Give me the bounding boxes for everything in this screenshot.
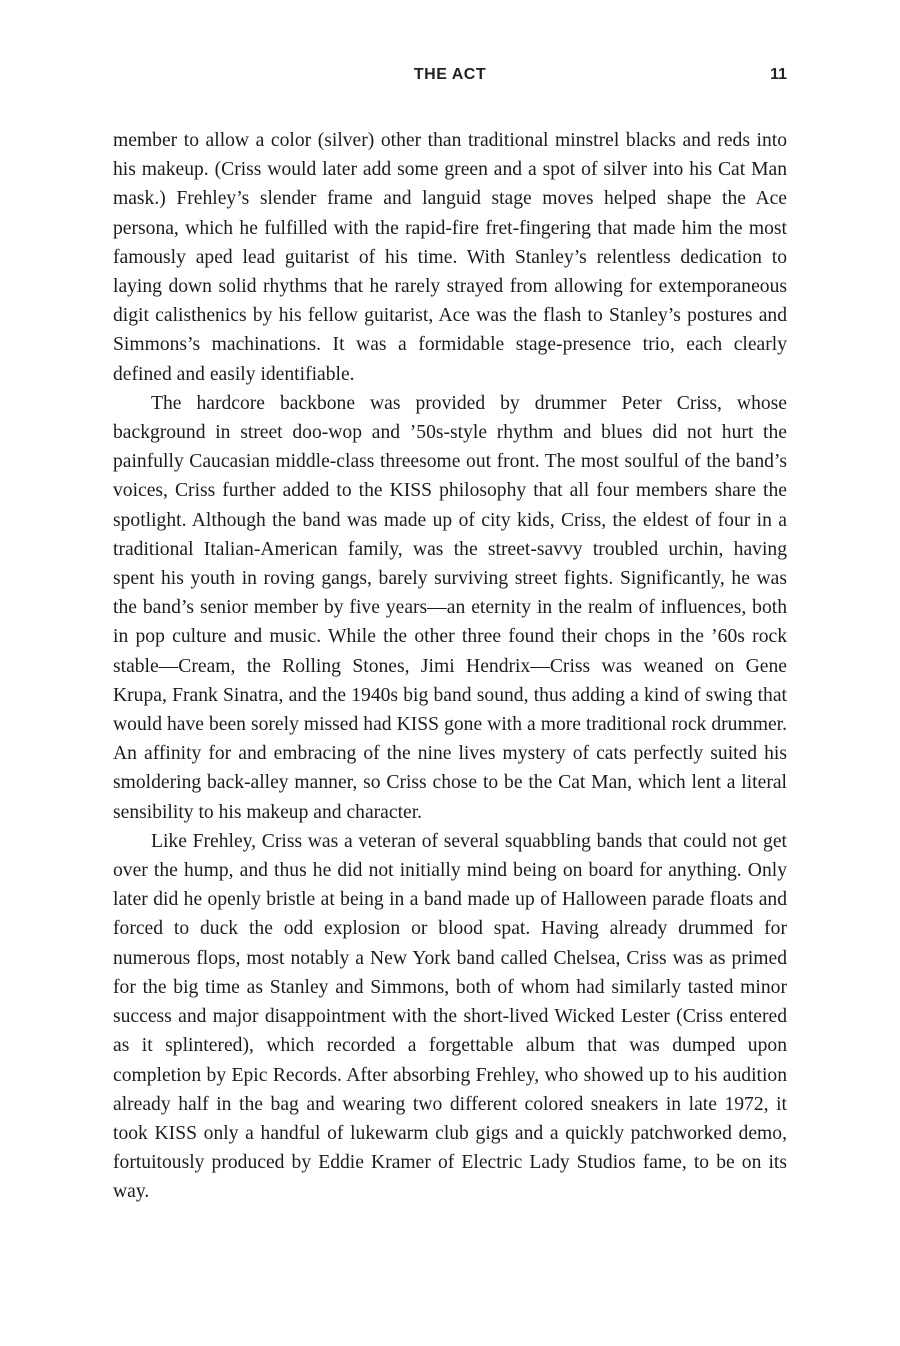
body-text: [113, 126, 787, 1207]
paragraph-peter-criss: The hardcore backbone was provided by drummer Peter Criss, whose background in street doo-wop and ’50s-style rhythm and blues did not hurt the painfully Caucasian middle-class threesome out front. The most soulful of the band’s voices, Criss further added to the KISS philosophy that all four members share the spotlight. Although the band was made up of city kids, Criss, the eldest of four in a traditional Italian-American family, was the street-savvy troubled urchin, having spent his youth in roving gangs, barely surviving street fights. Significantly, he was the band’s senior member by five years—an eternity in the realm of influences, both in pop culture and music. While the other three found their chops in the ’60s rock stable—Cream, the Rolling Stones, Jimi Hendrix—Criss was weaned on Gene Krupa, Frank Sinatra, and the 1940s big band sound, thus adding a kind of swing that would have been sorely missed had KISS gone with a more traditional rock drummer. An affinity for and embracing of the nine lives mystery of cats perfectly suited his smoldering back-alley manner, so Criss chose to be the Cat Man, which lent a literal sensibility to his makeup and character.: [113, 392, 787, 823]
paragraph-like-frehley: Like Frehley, Criss was a veteran of several squabbling bands that could not get over the hump, and thus he did not initially mind being on board for anything. Only later did he openly bristle at being in a band made up of Halloween parade floats and forced to duck the odd explosion or blood spat. Having already drummed for numerous flops, most notably a New York band called Chelsea, Criss was as primed for the big time as Stanley and Simmons, both of whom had similarly tasted minor success and major disappointment with the short-lived Wicked Lester (Criss entered as it splintered), which recorded a forgettable album that was dumped upon completion by Epic Records. After absorbing Frehley, who showed up to his audition already half in the bag and wearing two different colored sneakers in late 1972, it took KISS only a handful of lukewarm club gigs and a quickly patchworked demo, fortuitously produced by Eddie Kramer of Electric Lady Studios fame, to be on its way.: [113, 830, 787, 1203]
paragraph-continued: member to allow a color (silver) other than traditional minstrel blacks and reds into his makeup. (Criss would later add some green and a spot of silver into his Cat Man mask.) Frehley’s slender frame and languid stage moves helped shape the Ace persona, which he fulfilled with the rapid-fire fret-fingering that made him the most famously aped lead guitarist of his time. With Stanley’s relentless dedication to laying down solid rhythms that he rarely strayed from allowing for extemporaneous digit calisthenics by his fellow guitarist, Ace was the flash to Stanley’s postures and Simmons’s machinations. It was a formidable stage-presence trio, each clearly defined and easily identifiable.: [113, 130, 787, 385]
page-number: 11: [770, 66, 787, 83]
running-head-title: THE ACT: [413, 66, 487, 83]
running-head: [113, 66, 787, 90]
